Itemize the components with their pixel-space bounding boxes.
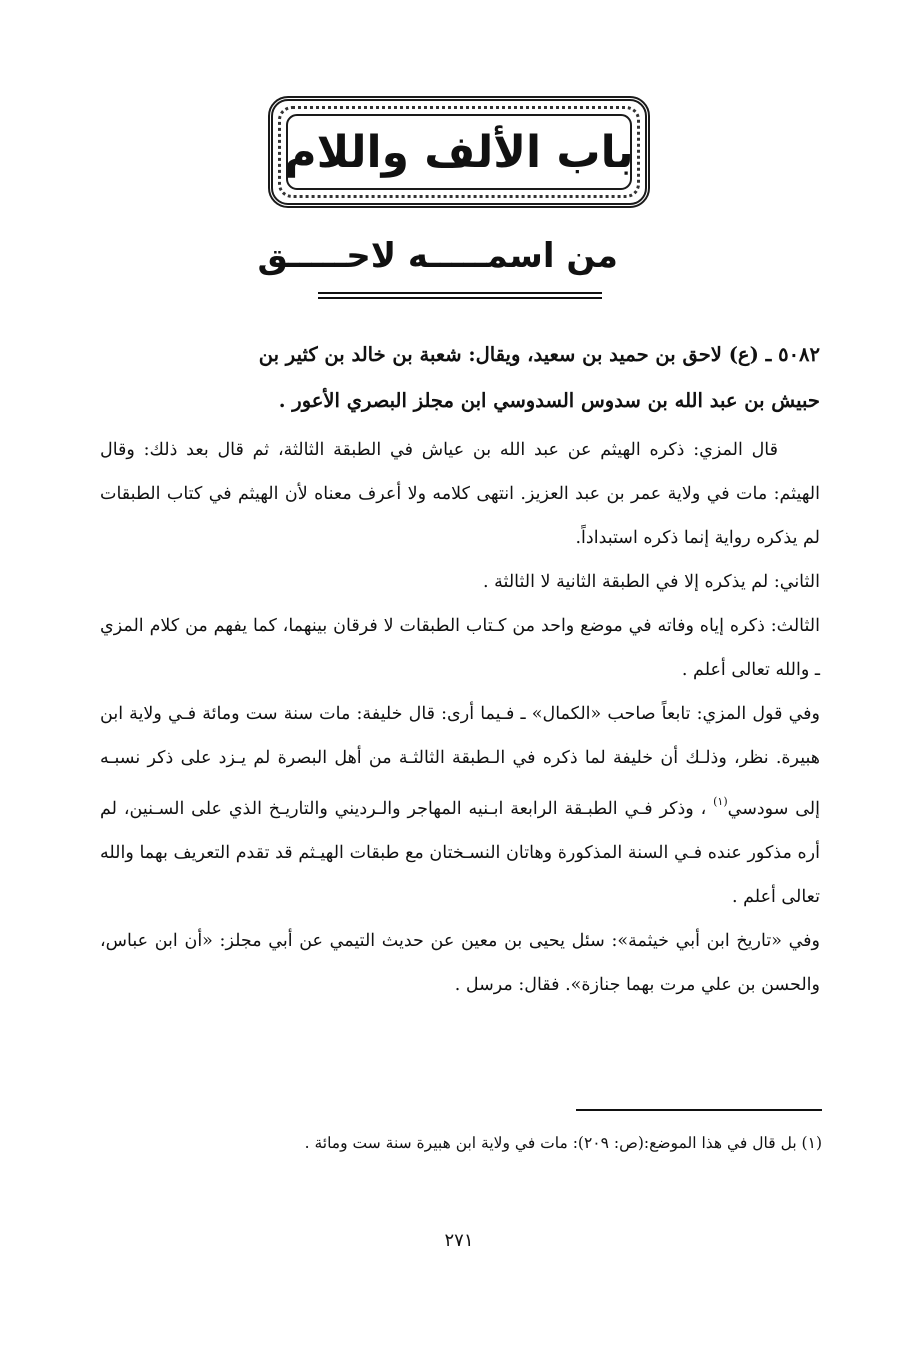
paragraph-kamal-comment-text-2: ، وذكر فـي الطبـقة الرابعة ابـنيه المهاجر والـرديني والتاريـخ الذي على السـنين، لم أره مذكور عنده فـي السنة المذكورة وهاتان النسـختان مع طبقات الهيـثم قد تقدم التعريف بهما والله تعالى أعلم . — [100, 799, 820, 907]
entry-heading — [100, 332, 820, 424]
entry-heading-line-1: ٥٠٨٢ ـ (ع) لاحق بن حميد بن سعيد، ويقال: شعبة بن خالد بن كثير بن — [258, 343, 820, 366]
page-number: ٢٧١ — [444, 1230, 474, 1251]
footnote: (١) بل قال في هذا الموضع:(ص: ٢٠٩): مات في ولاية ابن هبيرة سنة ست ومائة . — [304, 1134, 822, 1152]
chapter-title-frame — [268, 96, 650, 208]
body-text — [100, 428, 820, 1007]
entry-heading-line-2: حبيش بن عبد الله بن سدوس السدوسي ابن مجلز البصري الأعور . — [278, 389, 820, 412]
paragraph-kamal-comment — [100, 692, 820, 919]
footnote-reference: (١) — [713, 795, 728, 808]
section-title: من اسمـــــه لاحـــــق — [257, 236, 618, 276]
paragraph-mizzi-quote: قال المزي: ذكره الهيثم عن عبد الله بن عياش في الطبقة الثالثة، ثم قال بعد ذلك: وقال الهيثم: مات في ولاية عمر بن عبد العزيز. انتهى كلامه ولا أعرف معناه لأن الهيثم في كتاب الطبقات لم يذكره رواية إنما ذكره استبداداً. — [100, 440, 820, 548]
paragraph-kamal-comment-text-1: وفي قول المزي: تابعاً صاحب «الكمال» ـ فـيما أرى: قال خليفة: مات سنة ست ومائة فـي ولاية ابن هبيرة. نظر، وذلـك أن خليفة لما ذكره في الـطبقة الثالثـة من أهل البصرة لم يـزد على ذكر نسبـه إلى سودسي — [100, 704, 820, 819]
chapter-title-frame-border — [278, 106, 640, 198]
section-title-underline — [318, 292, 602, 299]
paragraph-third-point: الثالث: ذكره إياه وفاته في موضع واحد من كـتاب الطبقات لا فرقان بينهما، كما يفهم من كلام المزي ـ والله تعالى أعلم . — [100, 616, 820, 680]
paragraph-abi-khaythama: وفي «تاريخ ابن أبي خيثمة»: سئل يحيى بن معين عن حديث التيمي عن أبي مجلز: «أن ابن عباس، والحسن بن علي مرت بهما جنازة». فقال: مرسل . — [100, 931, 820, 995]
paragraph-second-point: الثاني: لم يذكره إلا في الطبقة الثانية لا الثالثة . — [483, 572, 820, 592]
chapter-title: باب الألف واللام — [284, 126, 634, 178]
footnote-separator — [576, 1109, 822, 1111]
chapter-title-frame-core — [286, 114, 632, 190]
